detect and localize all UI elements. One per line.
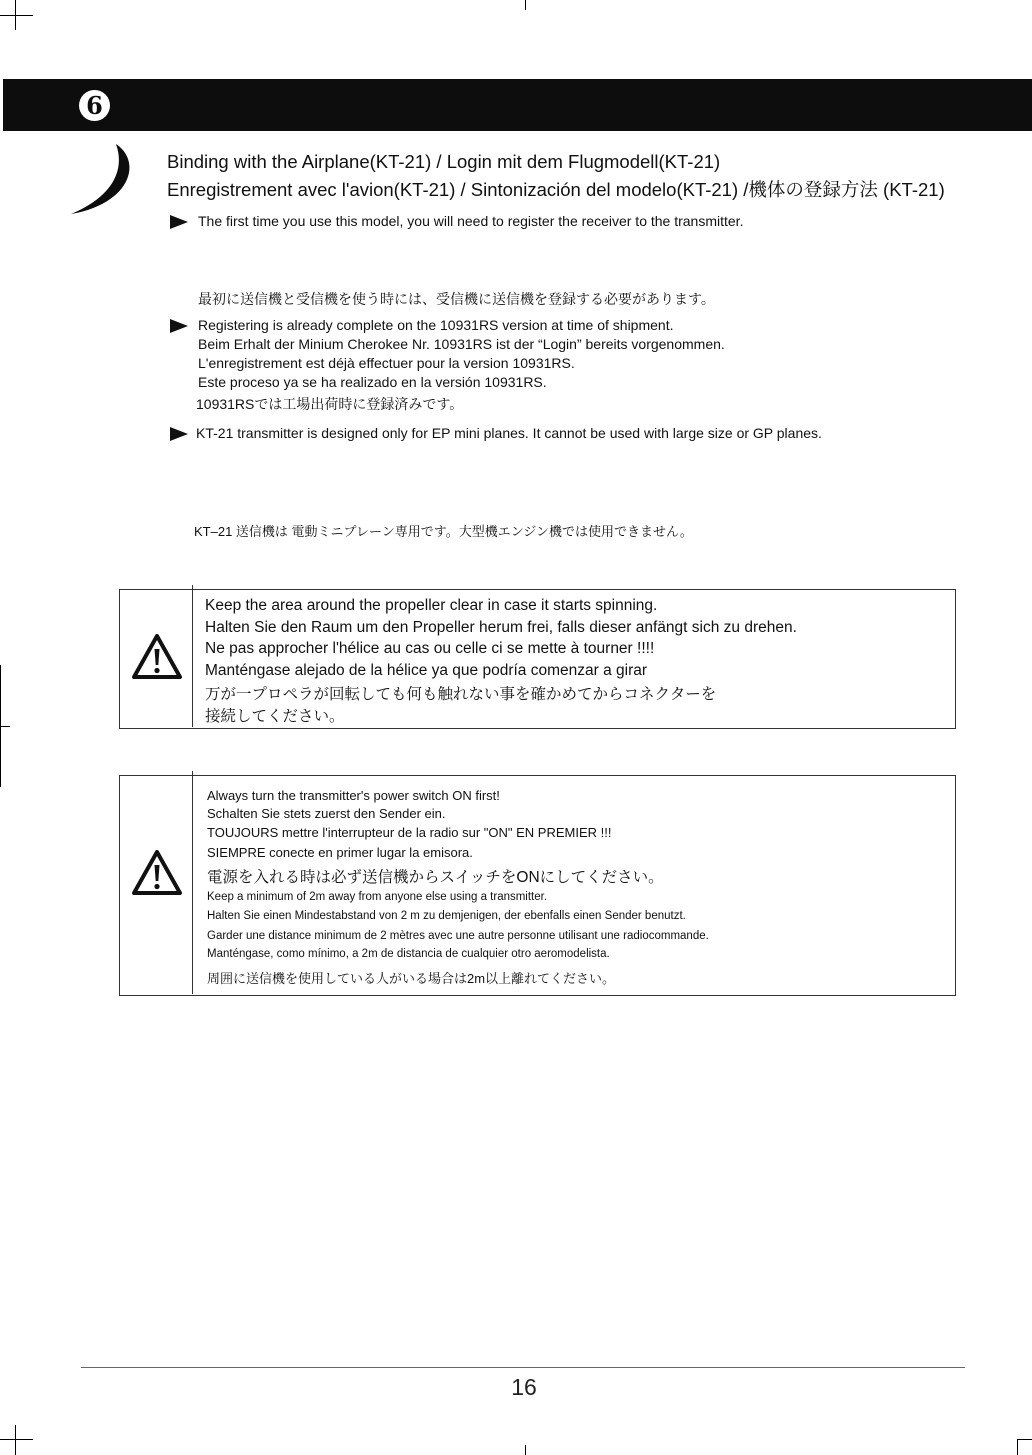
warning-divider [192,771,193,994]
warning2-line2-es: Manténgase, como mínimo, a 2m de distancia de cualquier otro aeromodelista. [207,948,610,960]
bullet-arrow-icon [170,319,188,333]
warning1-line-ja2: 接続してください。 [205,708,345,725]
note-first-time-ja: 最初に送信機と受信機を使う時には、受信機に送信機を登録する必要があります。 [198,291,715,307]
warning-divider [192,585,193,727]
note-registered-es: Este proceso ya se ha realizado en la versión 10931RS. [198,374,547,390]
warning1-line-es: Manténgase alejado de la hélice ya que podría comenzar a girar [205,662,648,679]
section-title-line2: Enregistrement avec l'avion(KT-21) / Sintonización del modelo(KT-21) /機体の登録方法 (KT-21) [167,179,945,200]
warning2-line-es: SIEMPRE conecte en primer lugar la emisora. [207,845,473,860]
warning2-line2-fr: Garder une distance minimum de 2 mètres avec une autre personne utilisant une radiocommande. [207,930,709,942]
bullet-arrow-icon [170,215,188,229]
warning2-line2-de: Halten Sie einen Mindestabstand von 2 m zu demjenigen, der ebenfalls einen Sender benutzt. [207,910,686,922]
crop-mark [0,726,10,727]
warning-triangle-icon [131,849,183,897]
crop-mark [0,1439,33,1440]
warning1-line-de: Halten Sie den Raum um den Propeller herum frei, falls dieser anfängt sich zu drehen. [205,619,797,636]
crop-mark [1017,1439,1018,1455]
section-header-bar [3,79,1032,131]
warning2-line-ja2: 周囲に送信機を使用している人がいる場合は2m以上離れてください。 [207,971,616,986]
note-registered-fr: L'enregistrement est déjà effectuer pour la version 10931RS. [198,355,575,371]
note-first-time-en: The first time you use this model, you will need to register the receiver to the transmitter. [198,213,744,229]
warning1-line-ja1: 万が一プロペラが回転しても何も触れない事を確かめてからコネクターを [205,686,717,703]
page-number: 16 [511,1374,537,1400]
note-registered-en: Registering is already complete on the 10931RS version at time of shipment. [198,317,674,333]
warning2-line2-en: Keep a minimum of 2m away from anyone else using a transmitter. [207,891,548,903]
crop-mark [15,0,16,30]
note-registered-de: Beim Erhalt der Minium Cherokee Nr. 10931RS ist der “Login” bereits vorgenommen. [198,336,725,352]
note-registered-ja: 10931RSでは工場出荷時に登録済みです。 [196,396,464,412]
warning2-line-fr: TOUJOURS mettre l'interrupteur de la radio sur "ON" EN PREMIER !!! [207,825,612,840]
warning1-line-en: Keep the area around the propeller clear in case it starts spinning. [205,597,658,614]
note-transmitter-ja: KT–21 送信機は 電動ミニプレーン専用です。大型機エンジン機では使用できません。 [194,524,693,539]
bullet-arrow-icon [170,427,188,441]
crop-mark [1017,1439,1032,1440]
warning1-line-fr: Ne pas approcher l'hélice au cas ou celle ci se mette à tourner !!!! [205,640,655,657]
note-transmitter-en: KT-21 transmitter is designed only for EP mini planes. It cannot be used with large size or GP planes. [196,425,822,441]
swoosh-icon [68,142,144,216]
footer-rule [81,1367,965,1368]
step-number-badge: 6 [79,90,110,121]
warning2-line-ja1: 電源を入れる時は必ず送信機からスイッチをONにしてください。 [207,869,664,886]
crop-mark [0,15,33,16]
warning-triangle-icon [131,633,183,681]
crop-mark [15,1425,16,1455]
crop-mark [525,0,526,10]
crop-mark [525,1445,526,1455]
warning2-line-de: Schalten Sie stets zuerst den Sender ein. [207,806,446,821]
warning2-line-en: Always turn the transmitter's power switch ON first! [207,788,500,803]
section-title-line1: Binding with the Airplane(KT-21) / Login mit dem Flugmodell(KT-21) [167,151,721,172]
